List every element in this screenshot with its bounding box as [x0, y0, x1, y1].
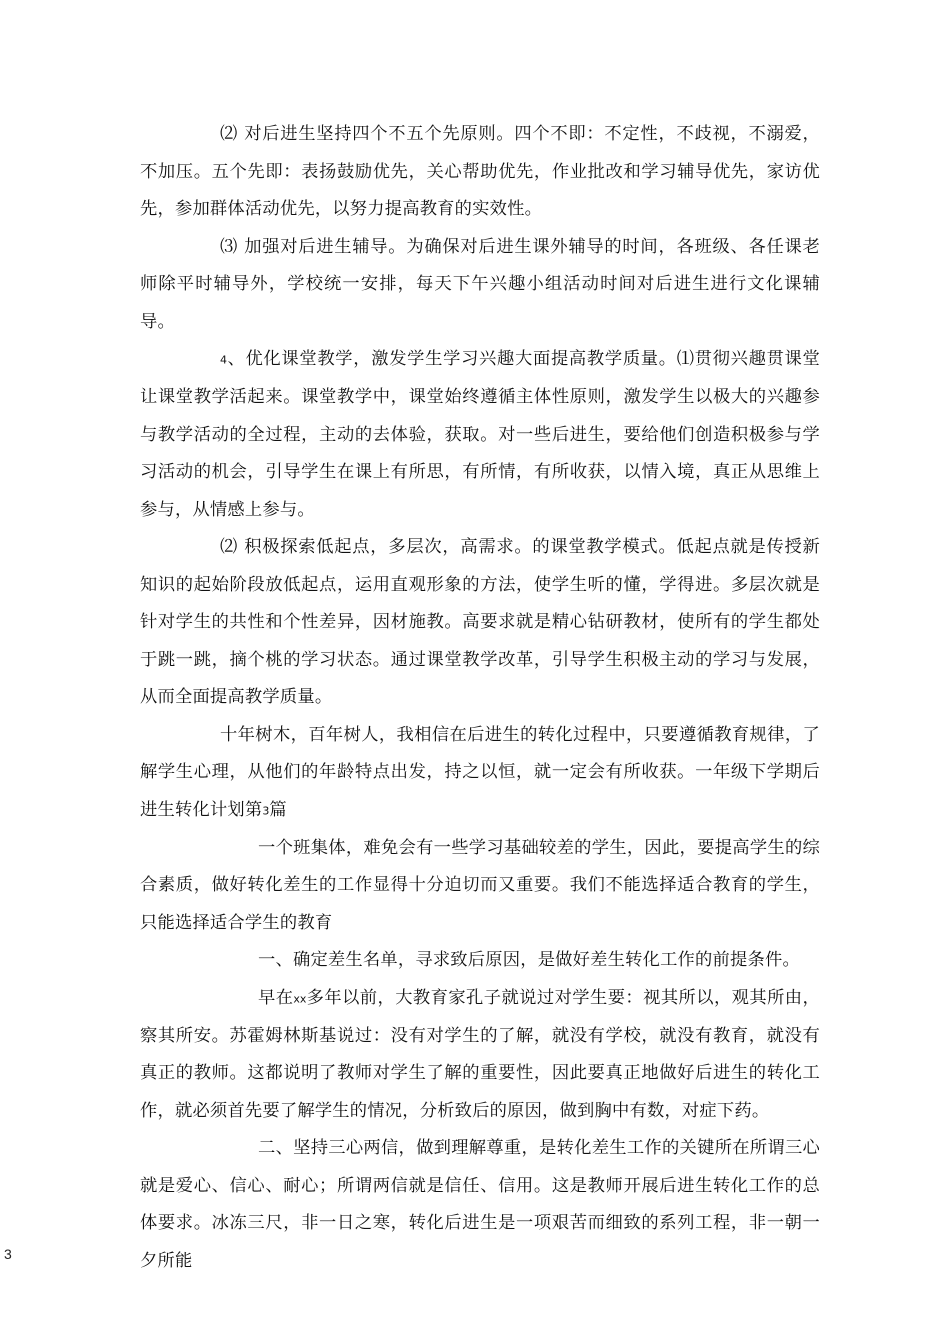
paragraph-text: ⑵ 对后进生坚持四个不五个先原则。四个不即：不定性，不歧视，不溺爱，不加压。五个先即：表扬鼓励优先，关心帮助优先，作业批改和学习辅导优先，家访优先，参加群体活动优先，以努力提高教育的实效性。: [140, 124, 820, 219]
paragraph-2: [140, 229, 820, 342]
paragraph-4: [140, 529, 820, 717]
paragraph-7: [140, 942, 820, 980]
paragraph-text: ⑵ 积极探索低起点，多层次，高需求。的课堂教学模式。低起点就是传授新知识的起始阶段放低起点，运用直观形象的方法，使学生听的懂，学得进。多层次就是针对学生的共性和个性差异，因材施教。高要求就是精心钻研教材，使所有的学生都处于跳一跳，摘个桃的学习状态。通过课堂教学改革，引导学生积极主动的学习与发展，从而全面提高教学质量。: [140, 537, 820, 707]
redacted-number: xx: [293, 992, 307, 1005]
paragraph-text: 一个班集体，难免会有一些学习基础较差的学生，因此，要提高学生的综合素质，做好转化差生的工作显得十分迫切而又重要。我们不能选择适合教育的学生，只能选择适合学生的教育: [140, 837, 820, 933]
paragraph-text: 二、坚持三心两信，做到理解尊重，是转化差生工作的关键所在所谓三心就是爱心、信心、耐心；所谓两信就是信任、信用。这是教师开展后进生转化工作的总体要求。冰冻三尺，非一日之寒，转化后进生是一项艰苦而细致的系列工程，非一朝一夕所能: [140, 1138, 820, 1271]
paragraph-tail: 篇: [269, 799, 287, 820]
document-body: [140, 116, 820, 1280]
paragraph-prefix: 早在: [258, 987, 294, 1008]
paragraph-3: [140, 341, 820, 529]
section-number: 4: [220, 353, 227, 367]
paragraph-9: [140, 1130, 820, 1280]
paragraph-6: [140, 830, 820, 943]
page-number: 3: [4, 1246, 12, 1262]
paragraph-text: 十年树木，百年树人，我相信在后进生的转化过程中，只要遵循教育规律，了解学生心理，从他们的年龄特点出发，持之以恒，就一定会有所收获。一年级下学期后进生转化计划第: [140, 724, 820, 820]
paragraph-text: 一、确定差生名单，寻求致后原因，是做好差生转化工作的前提条件。: [258, 950, 800, 970]
paragraph-text: ⑶ 加强对后进生辅导。为确保对后进生课外辅导的时间，各班级、各任课老师除平时辅导外，学校统一安排，每天下午兴趣小组活动时间对后进生进行文化课辅导。: [140, 236, 820, 332]
paragraph-1: [140, 116, 820, 229]
paragraph-5: [140, 717, 820, 830]
article-number: 3: [262, 804, 270, 817]
paragraph-8: [140, 980, 820, 1131]
paragraph-text: 多年以前，大教育家孔子就说过对学生要：视其所以，观其所由，察其所安。苏霍姆林斯基说过：没有对学生的了解，就没有学校，就没有教育，就没有真正的教师。这都说明了教师对学生了解的重要性，因此要真正地做好后进生的转化工作，就必须首先要了解学生的情况，分析致后的原因，做到胸中有数，对症下药。: [140, 987, 820, 1121]
paragraph-text: 、优化课堂教学，激发学生学习兴趣大面提高教学质量。⑴贯彻兴趣贯课堂让课堂教学活起来。课堂教学中，课堂始终遵循主体性原则，激发学生以极大的兴趣参与教学活动的全过程，主动的去体验，获取。对一些后进生，要给他们创造积极参与学习活动的机会，引导学生在课上有所思，有所情，有所收获，以情入境，真正从思维上参与，从情感上参与。: [140, 349, 820, 520]
